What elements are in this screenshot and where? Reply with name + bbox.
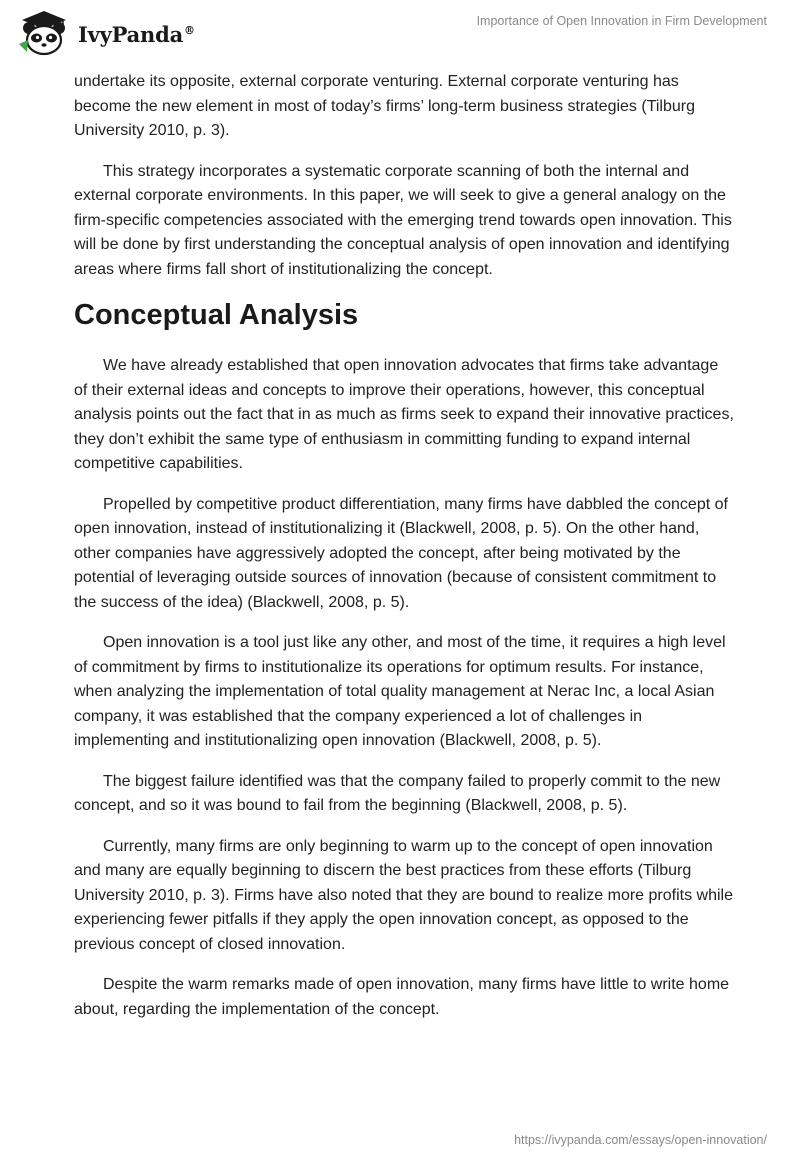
brand-name: IvyPanda®: [78, 21, 195, 47]
paragraph: This strategy incorporates a systematic corporate scanning of both the internal and external corporate environments. In this paper, we will seek to give a general analogy on the firm-specific competencies associated with the emerging trend towards open innovation. This will be done by first understanding the conceptual analysis of open innovation and identifying areas where firms fall short of institutionalizing the concept.: [74, 162, 732, 278]
page-header: [0, 0, 800, 70]
brand-logo[interactable]: [16, 8, 195, 58]
paragraph: Currently, many firms are only beginning to warm up to the concept of open innovation and many are equally beginning to discern the best practices from these efforts (Tilburg University 2010, p. 3). Firms have also noted that they are bound to realize more profits while experiencing fewer pitfalls if they apply the open innovation concept, as opposed to the previous concept of closed innovation.: [74, 837, 733, 953]
paragraph: Despite the warm remarks made of open innovation, many firms have little to write home about, regarding the implementation of the concept.: [74, 976, 730, 1018]
section-heading: Conceptual Analysis: [74, 299, 359, 331]
paragraph: Open innovation is a tool just like any other, and most of the time, it requires a high level of commitment by firms to institutionalize its operations for optimum results. For instance, when analyzing the implementation of total quality management at Nerac Inc, a local Asian company, it was established that the company experienced a lot of challenges in implementing and institutionalizing open innovation (Blackwell, 2008, p. 5).: [74, 634, 726, 749]
paragraph: Propelled by competitive product differentiation, many firms have dabbled the concept of open innovation, instead of institutionalizing it (Blackwell, 2008, p. 5). On the other hand, other companies have aggressively adopted the concept, after being motivated by the potential of leveraging outside sources of innovation (because of consistent commitment to the success of the idea) (Blackwell, 2008, p. 5).: [74, 495, 728, 611]
panda-graduate-icon: [16, 8, 72, 58]
registered-mark: ®: [184, 23, 195, 37]
paragraph: The biggest failure identified was that the company failed to properly commit to the new concept, and so it was bound to fail from the beginning (Blackwell, 2008, p. 5).: [74, 772, 721, 814]
document-title: Importance of Open Innovation in Firm Development: [476, 14, 767, 28]
paragraph: We have already established that open innovation advocates that firms take advantage of their external ideas and concepts to improve their operations, however, this conceptual analysis points out the fact that in as much as firms seek to expand their innovative practices, they don’t exhibit the same type of enthusiasm in committing funding to expand internal competitive capabilities.: [74, 357, 734, 472]
essay-body: [74, 70, 734, 1038]
paragraph-continuation: undertake its opposite, external corporate venturing. External corporate venturing has become the new element in most of today’s firms’ long-term business strategies (Tilburg University 2010, p. 3).: [74, 73, 696, 139]
source-url-link[interactable]: https://ivypanda.com/essays/open-innovation/: [514, 1133, 767, 1147]
